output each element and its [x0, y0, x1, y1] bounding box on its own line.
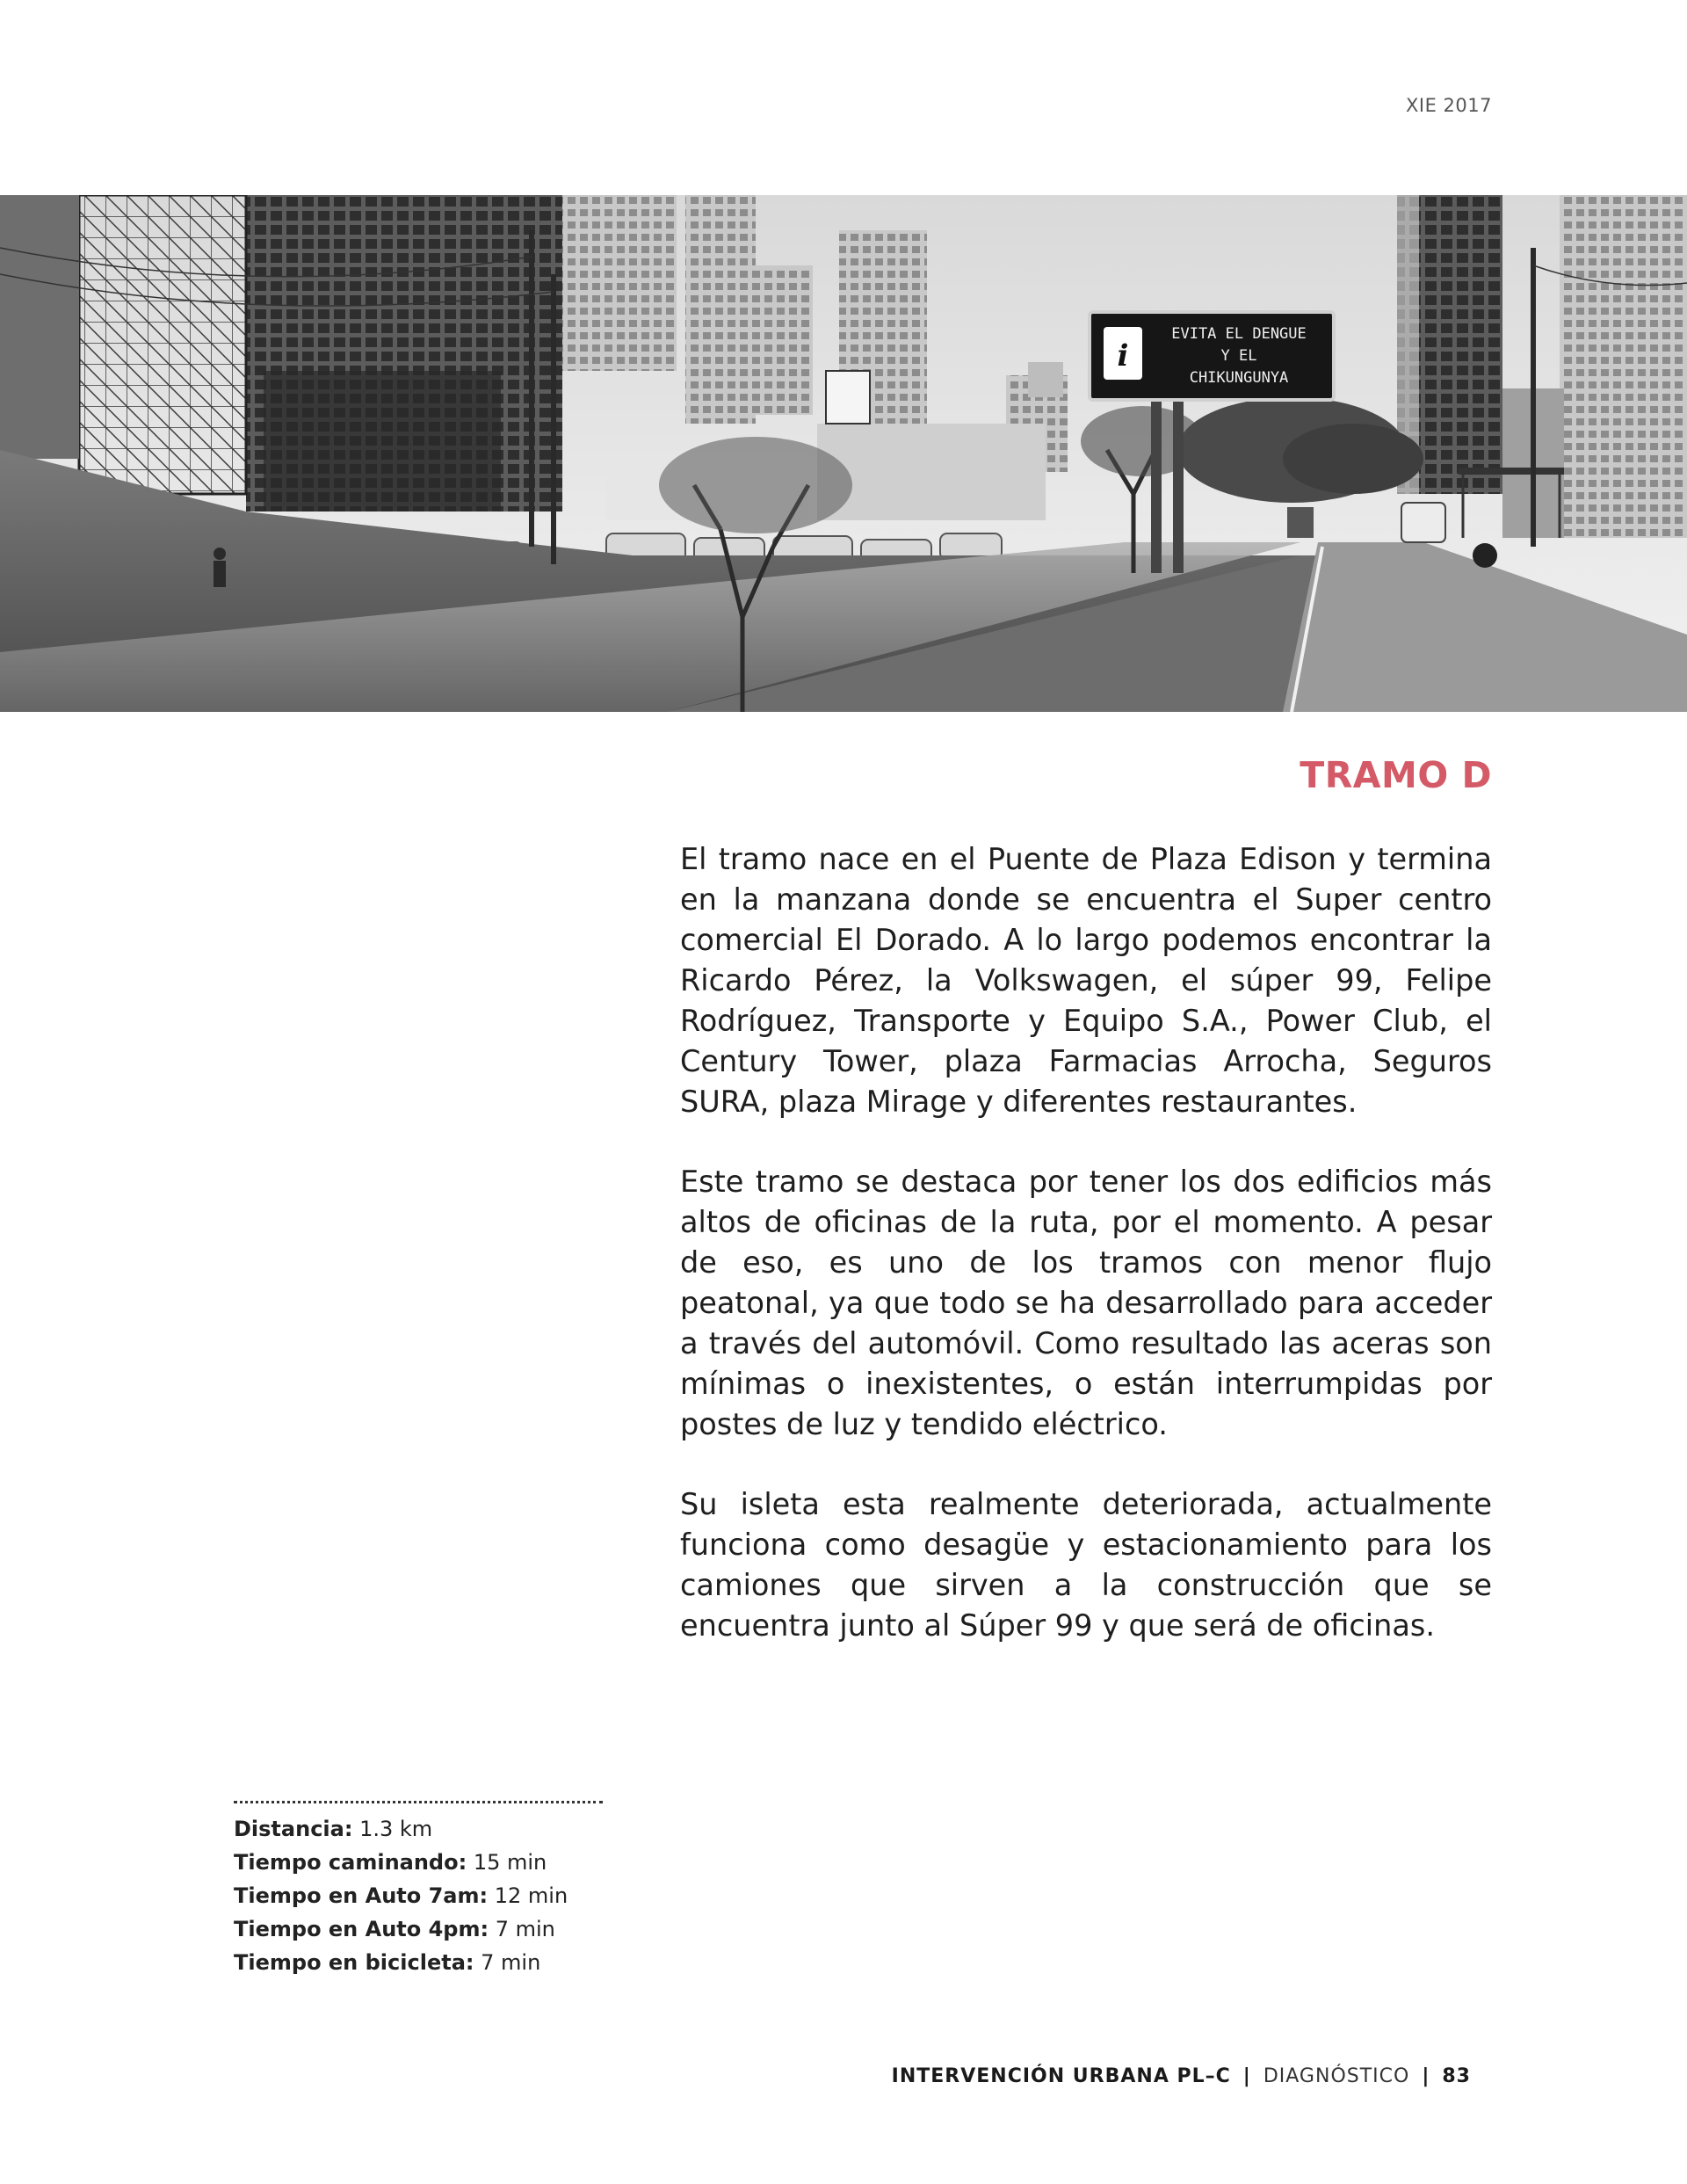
- stat-row: [234, 1912, 603, 1946]
- sign-text-line3: CHIKUNGUNYA: [1189, 369, 1289, 387]
- route-stats: [234, 1801, 603, 1979]
- page-number: 83: [1442, 2065, 1471, 2087]
- sign-info-icon: i: [1117, 338, 1129, 374]
- stat-row: [234, 1879, 603, 1912]
- publication-year-tag: XIE 2017: [1406, 95, 1492, 116]
- stat-value: 15 min: [473, 1850, 547, 1875]
- stat-row: [234, 1946, 603, 1979]
- tower: [742, 265, 813, 415]
- stat-label: Distancia:: [234, 1817, 353, 1841]
- right-building: [1560, 195, 1687, 538]
- footer-publication: INTERVENCIÓN URBANA PL–C: [891, 2065, 1231, 2087]
- page-footer: [892, 2065, 1471, 2087]
- stat-value: 12 min: [494, 1883, 568, 1908]
- stat-value: 7 min: [481, 1950, 541, 1975]
- pedestrian: [214, 548, 226, 587]
- motorcycle: [1473, 543, 1497, 568]
- body-paragraph: Este tramo se destaca por tener los dos edificios más altos de oficinas de la ruta, por el momento. A pesar de eso, es uno de los tramos con menor flujo peatonal, ya que todo se ha desarrollado para acceder a través del automóvil. Como resultado las aceras son mínimas o inexistentes, o están interrumpidas por postes de luz y tendido eléctrico.: [680, 1165, 1492, 1441]
- section-title: TRAMO D: [1300, 754, 1492, 796]
- footer-separator: |: [1422, 2065, 1430, 2087]
- street-photo: [0, 195, 1687, 712]
- body-paragraph: El tramo nace en el Puente de Plaza Edison y termina en la manzana donde se encuentra el Super centro comercial El Dorado. A lo largo podemos encontrar la Ricardo Pérez, la Volkswagen, el súper 99, Felipe Rodríguez, Transporte y Equipo S.A., Power Club, el Century Tower, plaza Farmacias Arrocha, Seguros SURA, plaza Mirage y diferentes restaurantes.: [680, 842, 1492, 1119]
- dotted-divider: [234, 1801, 603, 1803]
- stat-value: 7 min: [495, 1917, 555, 1941]
- scaffolding: [79, 195, 246, 494]
- stat-label: Tiempo en bicicleta:: [234, 1950, 474, 1975]
- van: [1401, 503, 1445, 542]
- stat-label: Tiempo caminando:: [234, 1850, 467, 1875]
- sign-text-line1: EVITA EL DENGUE: [1171, 325, 1307, 343]
- stat-row: [234, 1846, 603, 1879]
- sign-text-line2: Y EL: [1220, 347, 1257, 365]
- footer-section: DIAGNÓSTICO: [1263, 2065, 1410, 2087]
- stat-value: 1.3 km: [359, 1817, 433, 1841]
- truck: [1287, 507, 1314, 538]
- body-paragraph: Su isleta esta realmente deteriorada, actualmente funciona como desagüe y estacionamiento para los camiones que sirven a la construcción que se encuentra junto al Súper 99 y que será de oficinas.: [680, 1487, 1492, 1643]
- stat-label: Tiempo en Auto 4pm:: [234, 1917, 489, 1941]
- body-text: [680, 839, 1492, 1686]
- tower: [562, 195, 677, 371]
- tower: [1028, 362, 1063, 397]
- stat-label: Tiempo en Auto 7am:: [234, 1883, 489, 1908]
- stat-row: [234, 1812, 603, 1846]
- footer-separator: |: [1242, 2065, 1251, 2087]
